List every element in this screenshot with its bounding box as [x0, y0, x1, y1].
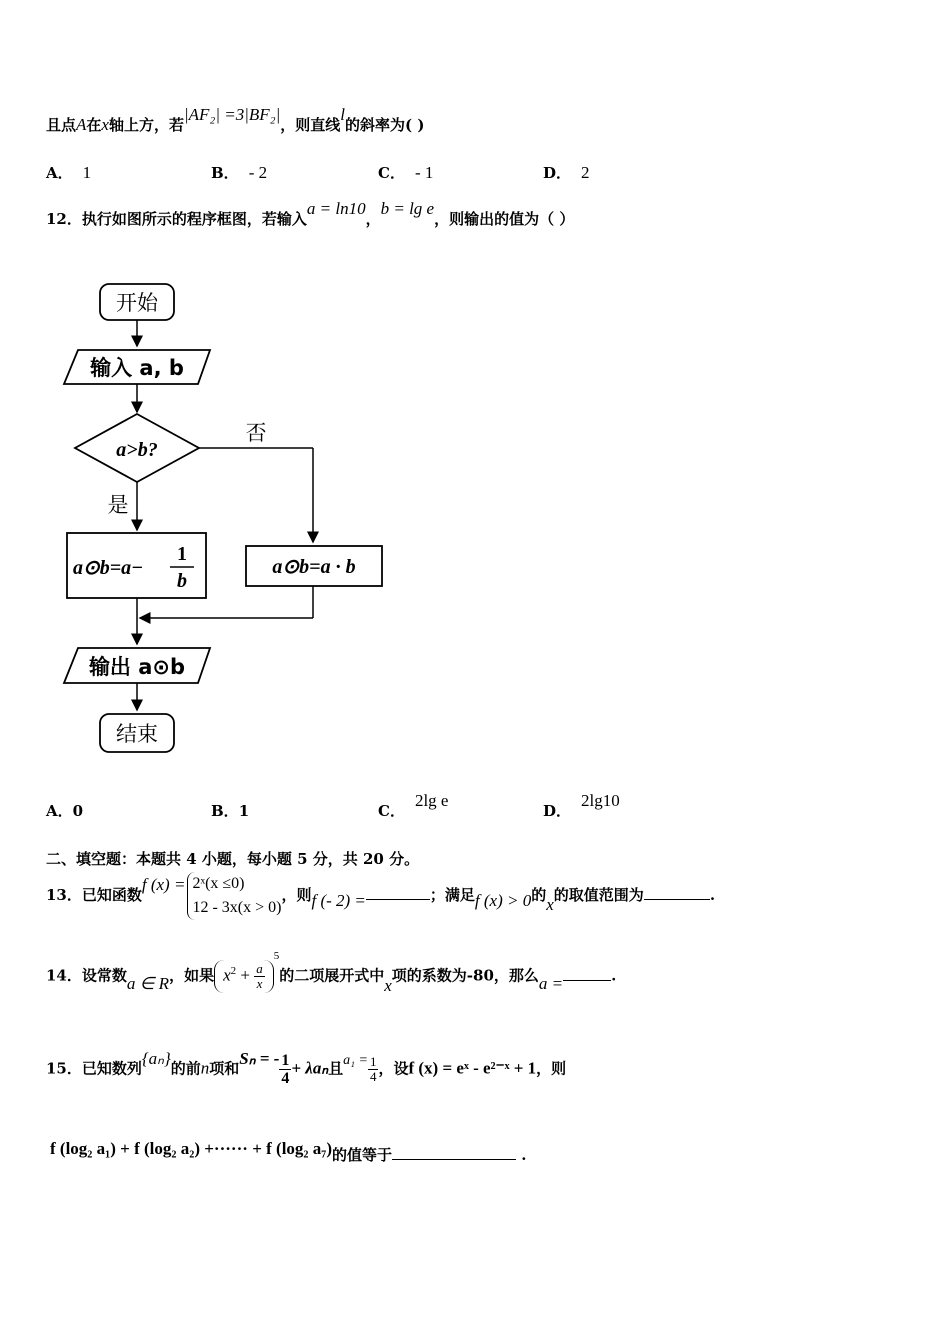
q15-stem: 15．已知数列{aₙ}的前n项和Sₙ = - $\frac{1}{4}$ + λaₙ且a₁ = $\frac{1}{4}$ ，设f (x) = eˣ - e²⁻ˣ + 1，则	[46, 1048, 567, 1087]
q15-line2: f (log₂ a₁) + f (log₂ a₂) +······ + f (log₂ a₇)的值等于 .	[50, 1139, 527, 1164]
piecewise-function: 2ˣ(x ≤0) 12 - 3x(x > 0)	[187, 872, 281, 920]
q11-option-d: D． 2	[543, 163, 590, 182]
section2-heading: 二、填空题：本题共 4 小题，每小题 5 分，共 20 分。	[46, 850, 420, 868]
q11-option-c: C． - 1	[378, 163, 434, 182]
program-flowchart	[58, 278, 398, 758]
math-A: A	[76, 115, 87, 134]
a1-fraction: $\frac{1}{4}$	[369, 1054, 377, 1084]
q12-option-b: B．1	[211, 802, 250, 820]
q13-blank-2[interactable]	[644, 884, 710, 900]
no-process-text: a⊙b=a · b	[272, 556, 356, 578]
decision-text: a>b?	[116, 439, 158, 461]
math-b-input: b = lg e	[380, 199, 435, 218]
sn-fraction: $\frac{1}{4}$	[281, 1052, 290, 1087]
q14-blank[interactable]	[563, 965, 611, 981]
q14-stem: 14．设常数a ∈ R，如果 $x^2$ + $\frac{a}{x}$ $^5$的二项展开式中x项的系数为-80，那么a = .	[46, 949, 617, 995]
q11-tail-line: 且点A在x轴上方，若|AF₂| =3|BF₂|，则直线l的斜率为( )	[46, 105, 425, 134]
yes-process-text: a⊙b=a−	[73, 557, 144, 579]
q12-option-d: D．2lg10	[543, 791, 620, 820]
input-text: 输入 a, b	[90, 356, 184, 380]
output-text: 输出 a⊙b	[88, 655, 186, 679]
q12-option-c: C．2lg e	[378, 791, 449, 820]
binomial-expression: $x^2$ + $\frac{a}{x}$	[214, 960, 274, 993]
yes-process-denominator: b	[177, 570, 187, 592]
q11-option-a: A． 1	[46, 163, 92, 182]
q13-stem: 13．已知函数f (x) = 2ˣ(x ≤0) 12 - 3x(x > 0) ，则f (- 2) = ；满足f (x) > 0的x的取值范围为 .	[46, 872, 715, 920]
start-text: 开始	[116, 291, 158, 315]
yes-label: 是	[107, 493, 129, 517]
end-text: 结束	[116, 722, 158, 746]
math-condition: |AF₂| =3|BF₂|	[183, 105, 281, 124]
math-a-input: a = ln10	[306, 199, 366, 218]
no-label: 否	[245, 421, 267, 445]
q13-blank-1[interactable]	[366, 884, 430, 900]
q15-blank[interactable]	[392, 1144, 516, 1160]
q11-option-b: B． - 2	[211, 163, 268, 182]
q12-option-a: A．0	[46, 802, 84, 820]
q12-stem: 12．执行如图所示的程序框图，若输入a = ln10，b = lg e，则输出的值为（ ）	[46, 199, 575, 228]
yes-process-numerator: 1	[177, 543, 187, 565]
